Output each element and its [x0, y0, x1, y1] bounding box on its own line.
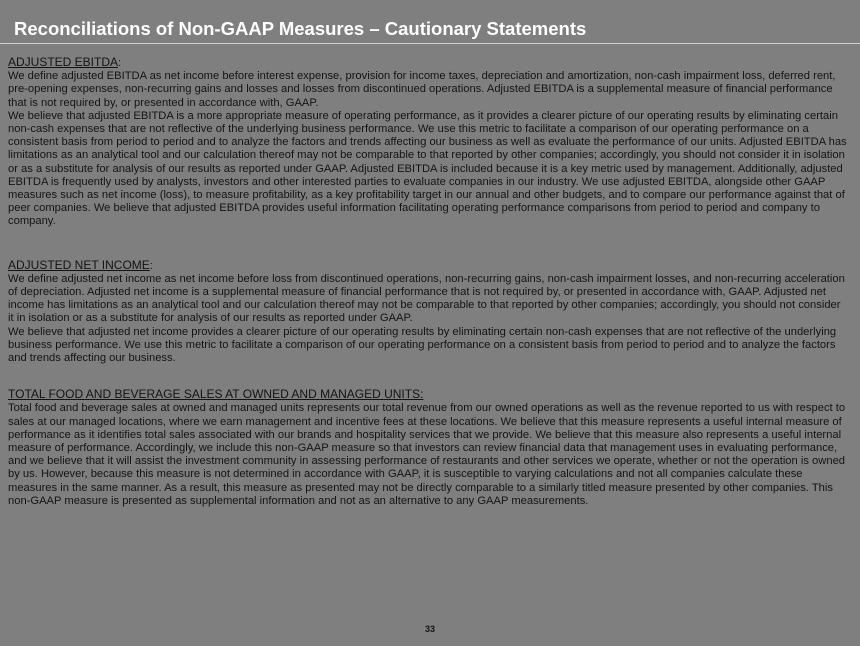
section-heading: ADJUSTED NET INCOME	[8, 257, 150, 272]
title-divider	[0, 43, 860, 44]
page-title: Reconciliations of Non-GAAP Measures – Cautionary Statements	[14, 18, 587, 39]
content-body	[8, 55, 848, 508]
section-adjusted-net-income	[8, 258, 848, 366]
page-number: 33	[424, 624, 435, 634]
section-heading-colon: :	[149, 259, 153, 272]
paragraph: We believe that adjusted net income provides a clearer picture of our operating results by eliminating certain non-cash expenses that are not reflective of the underlying business performance. We use this metric to facilitate a comparison of our operating performance on a consistent basis from period to period and to analyze the factors and trends affecting our business.	[8, 325, 837, 365]
section-heading: ADJUSTED EBITDA	[8, 55, 119, 69]
paragraph: We define adjusted EBITDA as net income before interest expense, provision for income taxes, depreciation and amortization, non-cash impairment loss, deferred rent, pre-opening expenses, non-recurring gains and losses and losses from discontinued operations. Adjusted EBITDA is a supplemental measure of financial performance that is not required by, or presented in accordance with, GAAP.	[8, 70, 836, 109]
section-heading: TOTAL FOOD AND BEVERAGE SALES AT OWNED AND MANAGED UNITS:	[8, 387, 424, 402]
paragraph: Total food and beverage sales at owned and managed units represents our total revenue from our owned operations as well as the revenue reported to us with respect to sales at our managed locations, where we earn management and incentive fees at these locations. We believe that this measure represents a useful internal measure of performance as it identifies total sales associated with our brands and hospitality services that we provide. We believe that this measure also represents a useful internal measure of performance. Accordingly, we include this non-GAAP measure so that investors can review financial data that management uses in evaluating performance, and we believe that it will assist the investment community in assessing performance of restaurants and other services we operate, whether or not the operation is owned by us. However, because this measure is not determined in accordance with GAAP, it is susceptible to varying calculations and not all companies calculate these measures in the same manner. As a result, this measure as presented may not be directly comparable to a similarly titled measure presented by other companies. This non-GAAP measure is presented as supplemental information and not as an alternative to any GAAP measurements.	[8, 402, 846, 507]
section-adjusted-ebitda	[8, 55, 848, 229]
section-total-food-beverage-sales	[8, 387, 848, 508]
section-heading-colon: :	[118, 57, 122, 69]
paragraph: We define adjusted net income as net income before loss from discontinued operations, non-recurring gains, non-cash impairment losses, and non-recurring acceleration of depreciation. Adjusted net income is a supplemental measure of financial performance that is not required by, or presented in accordance with, GAAP. Adjusted net income has limitations as an analytical tool and our calculation thereof may not be comparable to that reported by other companies; accordingly, you should not consider it in isolation or as a substitute for analysis of our results as reported under GAAP.	[8, 272, 845, 325]
paragraph: We believe that adjusted EBITDA is a more appropriate measure of operating performance, as it provides a clearer picture of our operating results by eliminating certain non-cash expenses that are not reflective of the underlying business performance. We use this metric to facilitate a comparison of our operating performance on a consistent basis from period to period and to analyze the factors and trends affecting our business as well as evaluate the performance of our units. Adjusted EBITDA has limitations as an analytical tool and our calculation thereof may not be comparable to that reported by other companies; accordingly, you should not consider it in isolation or as a substitute for analysis of our results as reported under GAAP. Adjusted EBITDA is included because it is a key metric used by management. Additionally, adjusted EBITDA is frequently used by analysts, investors and other interested parties to evaluate companies in our industry. We use adjusted EBITDA, alongside other GAAP measures such as net income (loss), to measure profitability, as a key profitability target in our annual and other budgets, and to compare our performance against that of peer companies. We believe that adjusted EBITDA provides useful information facilitating operating performance comparisons from period to period and company to company.	[8, 109, 847, 228]
